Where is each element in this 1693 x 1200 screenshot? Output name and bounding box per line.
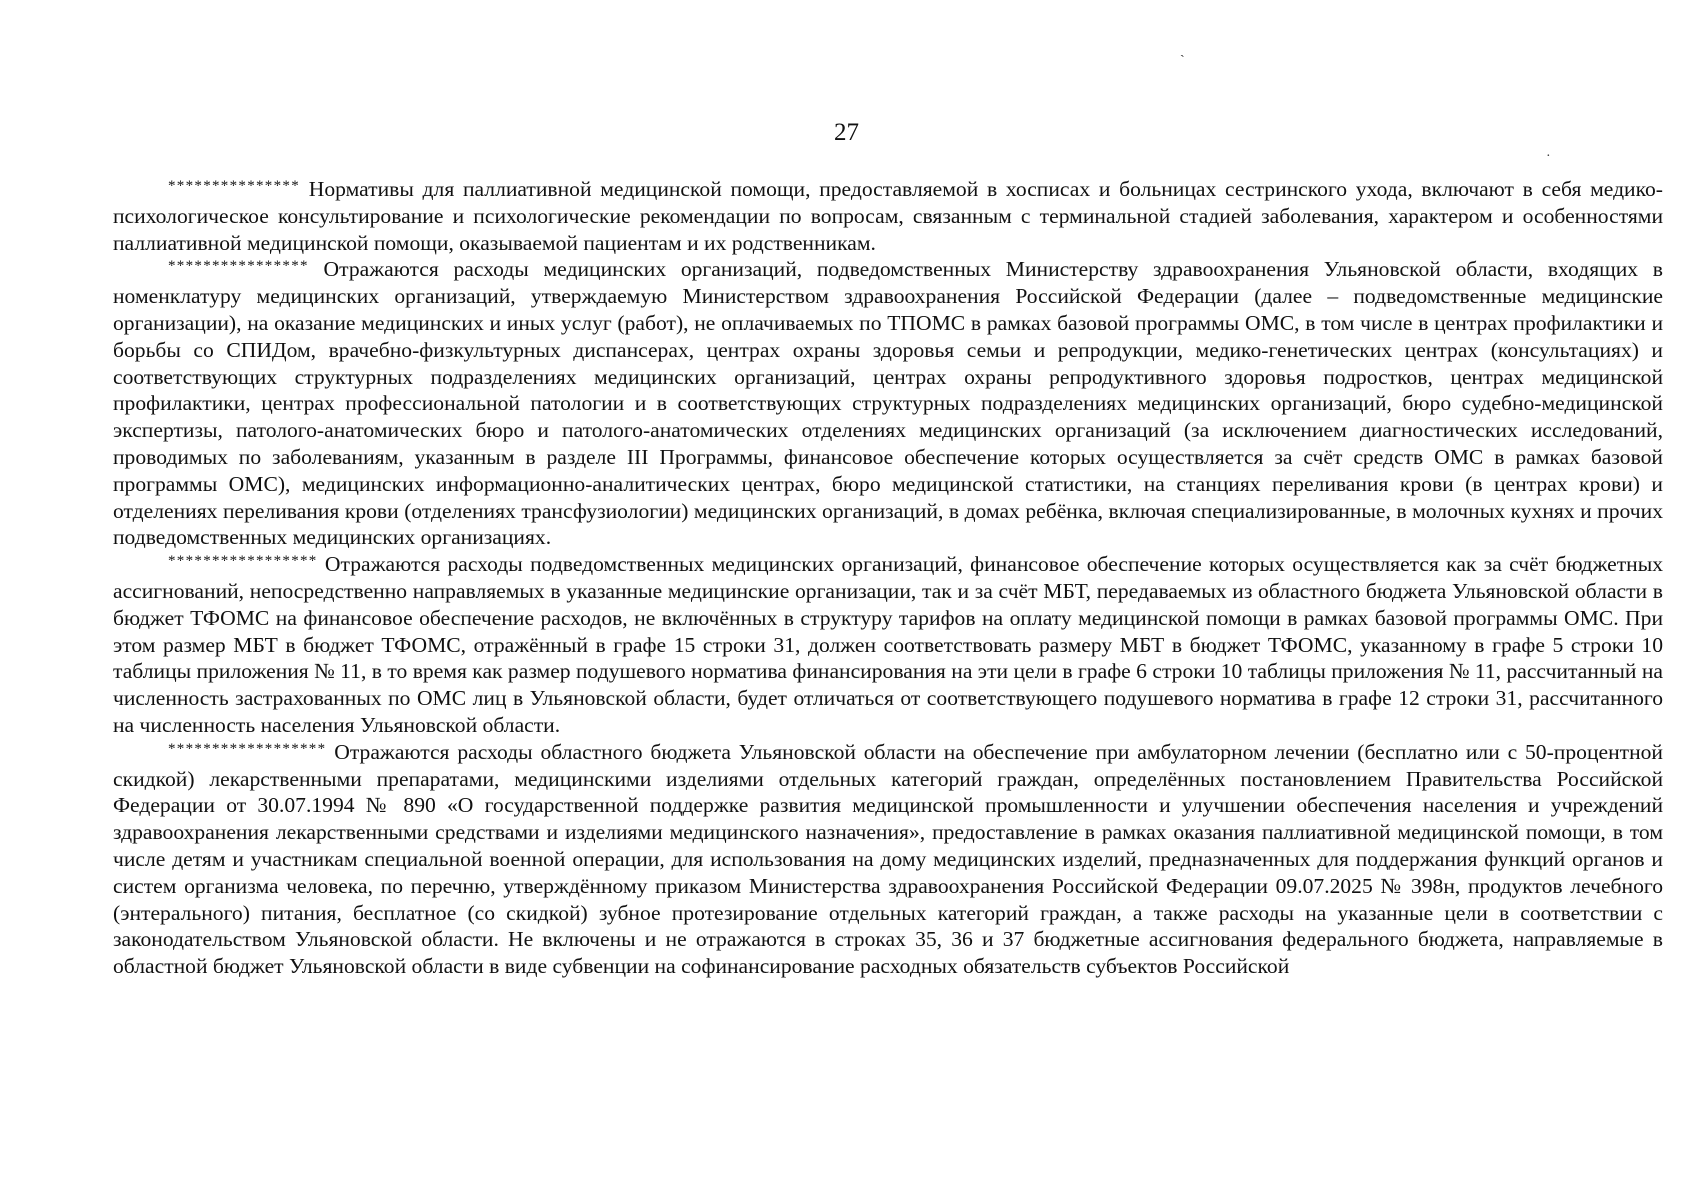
footnote-paragraph xyxy=(113,176,1663,256)
page-number: 27 xyxy=(834,119,859,146)
scan-artifact-mark: · xyxy=(1546,149,1551,164)
footnote-text: Отражаются расходы подведомственных медицинских организаций, финансовое обеспечение которых осуществляется как за счёт бюджетных ассигнований, непосредственно направляемых в указанные медицинские организации, так и за счёт МБТ, передаваемых из областного бюджета Ульяновской области в бюджет ТФОМС на финансовое обеспечение расходов, не включённых в структуру тарифов на оплату медицинской помощи в рамках базовой программы ОМС. При этом размер МБТ в бюджет ТФОМС, отражённый в графе 15 строки 31, должен соответствовать размеру МБТ в бюджет ТФОМС, указанному в графе 5 строки 10 таблицы приложения № 11, в то время как размер подушевого норматива финансирования на эти цели в графе 6 строки 10 таблицы приложения № 11, рассчитанный на численность застрахованных по ОМС лиц в Ульяновской области, будет отличаться от соответствующего подушевого норматива в графе 12 строки 31, рассчитанного на численность населения Ульяновской области. xyxy=(113,552,1663,737)
footnote-marker: ****************** xyxy=(168,740,327,757)
footnote-text: Отражаются расходы областного бюджета Ульяновской области на обеспечение при амбулаторном лечении (бесплатно или с 50-процентной скидкой) лекарственными препаратами, медицинскими изделиями отдельных категорий граждан, определённых постановлением Правительства Российской Федерации от 30.07.1994 № 890 «О государственной поддержке развития медицинской промышленности и улучшении обеспечения населения и учреждений здравоохранения лекарственными средствами и изделиями медицинского назначения», предоставление в рамках оказания паллиативной медицинской помощи, в том числе детям и участникам специальной военной операции, для использования на дому медицинских изделий, предназначенных для поддержания функций органов и систем организма человека, по перечню, утверждённому приказом Министерства здравоохранения Российской Федерации 09.07.2025 № 398н, продуктов лечебного (энтерального) питания, бесплатное (со скидкой) зубное протезирование отдельных категорий граждан, а также расходы на указанные цели в соответствии с законодательством Ульяновской области. Не включены и не отражаются в строках 35, 36 и 37 бюджетные ассигнования федерального бюджета, направляемые в областной бюджет Ульяновской области в виде субвенции на софинансирование расходных обязательств субъектов Российской xyxy=(113,739,1663,979)
footnote-text: Отражаются расходы медицинских организаций, подведомственных Министерству здравоохранения Ульяновской области, входящих в номенклатуру медицинских организаций, утверждаемую Министерством здравоохранения Российской Федерации (далее – подведомственные медицинские организации), на оказание медицинских и иных услуг (работ), не оплачиваемых по ТПОМС в рамках базовой программы ОМС, в том числе в центрах профилактики и борьбы со СПИДом, врачебно-физкультурных диспансерах, центрах охраны здоровья семьи и репродукции, медико-генетических центрах (консультациях) и соответствующих структурных подразделениях медицинских организаций, центрах охраны репродуктивного здоровья подростков, центрах медицинской профилактики, центрах профессиональной патологии и в соответствующих структурных подразделениях медицинских организаций, бюро судебно-медицинской экспертизы, патолого-анатомических бюро и патолого-анатомических отделениях медицинских организаций (за исключением диагностических исследований, проводимых по заболеваниям, указанным в разделе III Программы, финансовое обеспечение которых осуществляется за счёт средств ОМС в рамках базовой программы ОМС), медицинских информационно-аналитических центрах, бюро медицинской статистики, на станциях переливания крови (в центрах крови) и отделениях переливания крови (отделениях трансфузиологии) медицинских организаций, в домах ребёнка, включая специализированные, в молочных кухнях и прочих подведомственных медицинских организациях. xyxy=(113,257,1664,550)
footnote-paragraph xyxy=(113,256,1663,551)
footnote-marker: *************** xyxy=(168,178,300,194)
footnotes-section xyxy=(113,176,1663,980)
scan-artifact-mark: ˏ xyxy=(1180,43,1185,58)
footnote-marker: ***************** xyxy=(168,553,318,570)
footnote-paragraph xyxy=(113,551,1663,739)
footnote-paragraph xyxy=(113,739,1663,980)
footnote-text: Нормативы для паллиативной медицинской помощи, предоставляемой в хосписах и больницах сестринского ухода, включают в себя медико-психологическое консультирование и психологические рекомендации по вопросам, связанным с терминальной стадией заболевания, характером и особенностями паллиативной медицинской помощи, оказываемой пациентам и их родственникам. xyxy=(113,177,1663,255)
footnote-marker: **************** xyxy=(168,258,309,275)
